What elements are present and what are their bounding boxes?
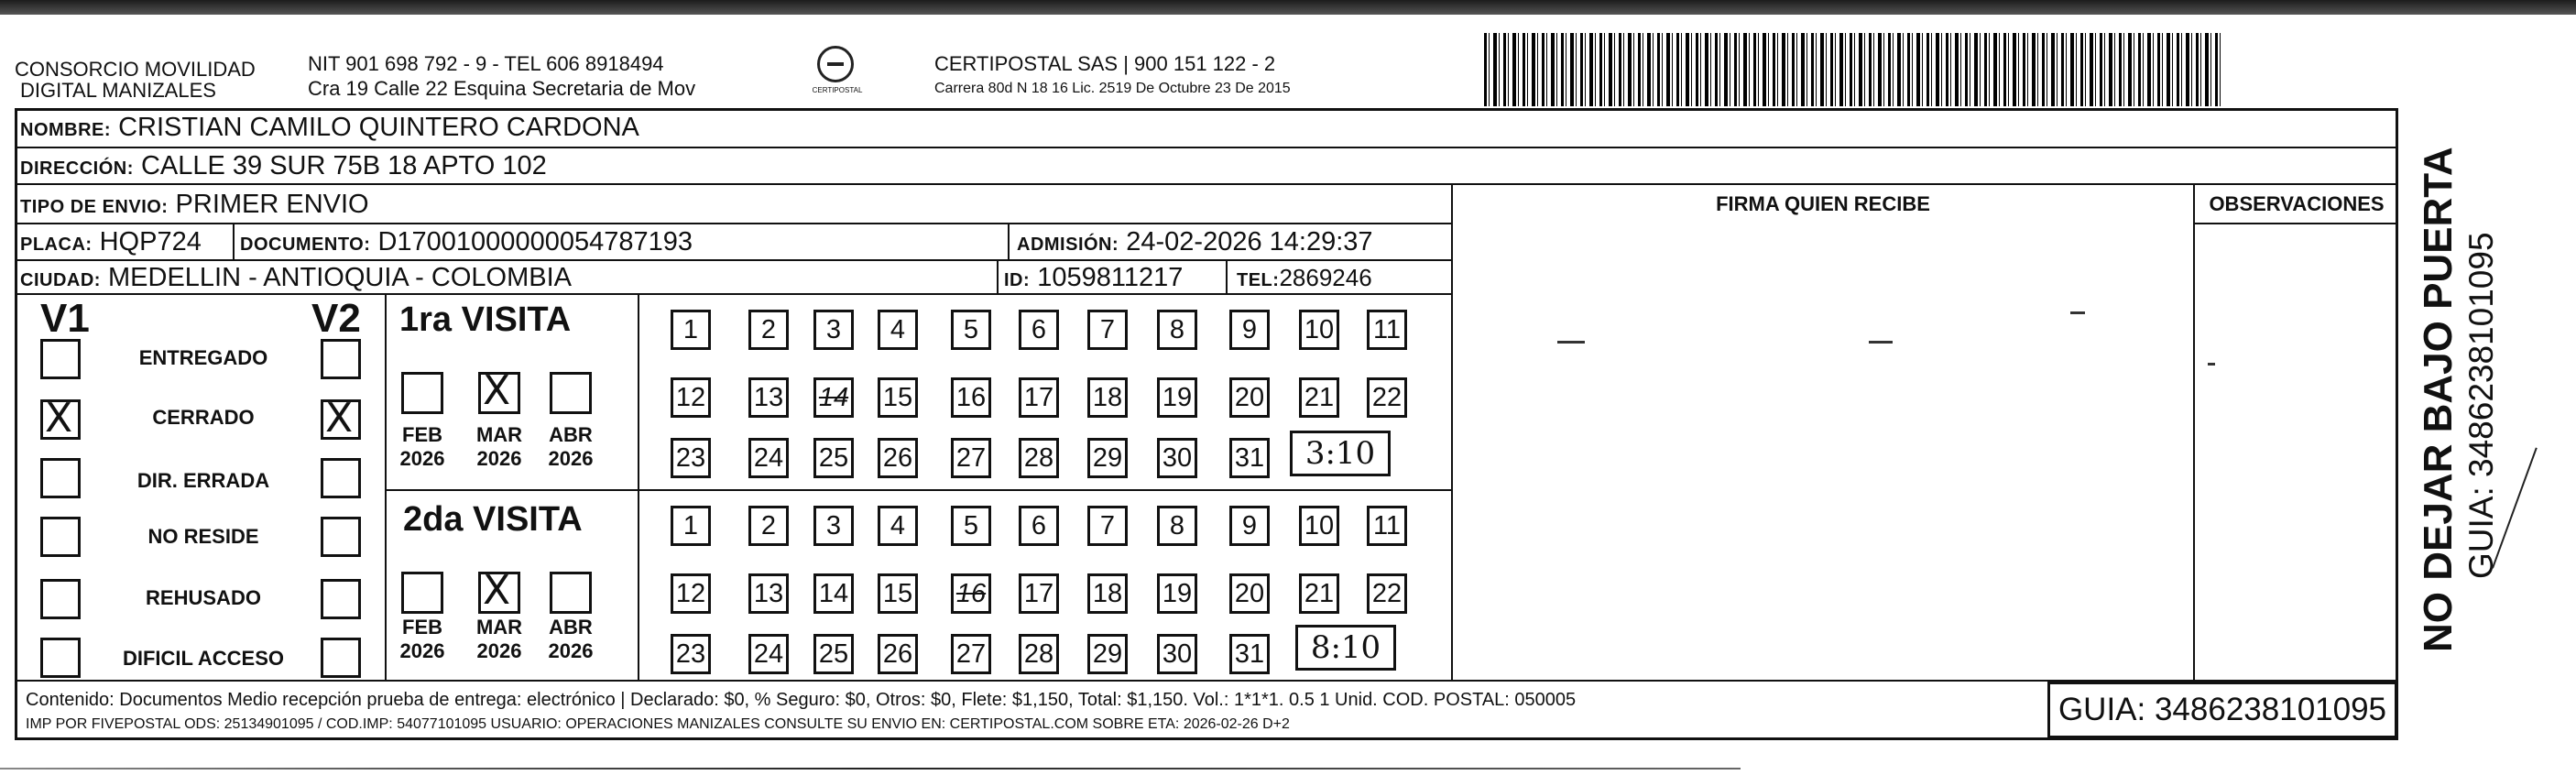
v1-heading: V1 [40,296,90,341]
visit1-title: 1ra VISITA [399,300,572,339]
signature-mark [1557,341,1585,344]
documento-label: DOCUMENTO: [240,235,371,255]
v1-checkbox-dificil-acceso[interactable] [40,638,81,678]
visit2-day-24[interactable]: 24 [748,634,789,674]
visit1-day-6[interactable]: 6 [1019,310,1059,350]
divider [233,223,235,259]
visit1-day-28[interactable]: 28 [1019,438,1059,478]
month-name: MAR [475,423,523,446]
v2-checkbox-rehusado[interactable] [321,579,361,619]
nombre-value: CRISTIAN CAMILO QUINTERO CARDONA [118,113,639,142]
visit1-day-9[interactable]: 9 [1229,310,1270,350]
status-label-rehusado: REHUSADO [146,586,261,609]
visit2-month-feb [390,616,454,663]
visit2-day-21[interactable]: 21 [1299,573,1339,614]
company-name-line1: CONSORCIO MOVILIDAD [15,58,256,81]
divider [2194,223,2398,224]
divider [1226,259,1228,293]
field-nombre [20,114,639,144]
visit1-day-19[interactable]: 19 [1157,377,1197,418]
side-guia-number: GUIA: 3486238101095 [2462,232,2500,579]
visit2-title: 2da VISITA [403,500,583,539]
footer-guia: GUIA: 3486238101095 [2047,682,2397,738]
status-label-dir-errada: DIR. ERRADA [136,469,270,492]
v2-heading: V2 [311,296,361,341]
visit1-month-abr [539,423,603,471]
field-documento [240,228,693,258]
id-value: 1059811217 [1037,263,1184,292]
visit1-day-11[interactable]: 11 [1367,310,1407,350]
visit2-day-27[interactable]: 27 [951,634,991,674]
visit1-day-10[interactable]: 10 [1299,310,1339,350]
month-year: 2026 [548,639,594,662]
visit2-day-4[interactable]: 4 [878,506,918,546]
month-name: ABR [549,616,593,639]
v1-checkbox-no-reside[interactable] [40,517,81,557]
divider [997,259,999,293]
placa-label: PLACA: [20,235,93,255]
visit2-day-15[interactable]: 15 [878,573,918,614]
status-label-entregado: ENTREGADO [138,346,268,369]
field-admision [1017,228,1373,258]
visit2-day-1[interactable]: 1 [671,506,711,546]
visit1-day-5[interactable]: 5 [951,310,991,350]
tel-label: TEL: [1237,270,1280,290]
scan-bottom-edge [0,768,1741,770]
visit2-day-22[interactable]: 22 [1367,573,1407,614]
barcode-icon [1484,33,2221,106]
visit1-day-24[interactable]: 24 [748,438,789,478]
month-name: ABR [549,423,593,446]
nombre-label: NOMBRE: [20,120,112,140]
visit2-day-12[interactable]: 12 [671,573,711,614]
visit1-day-16[interactable]: 16 [951,377,991,418]
v2-checkbox-entregado[interactable] [321,339,361,379]
visit1-day-4[interactable]: 4 [878,310,918,350]
visit2-day-3[interactable]: 3 [813,506,854,546]
visit1-day-23[interactable]: 23 [671,438,711,478]
month-year: 2026 [476,639,522,662]
status-label-dificil-acceso: DIFICIL ACCESO [122,647,284,670]
visit1-day-13[interactable]: 13 [748,377,789,418]
id-label: ID: [1004,270,1031,290]
company-nit: NIT 901 698 792 - 9 - TEL 606 8918494 [308,52,664,75]
field-ciudad [20,264,572,294]
field-id [1004,264,1183,294]
field-direccion [20,152,547,182]
footer-impresion: IMP POR FIVEPOSTAL ODS: 25134901095 / COD.IMP: 54077101095 USUARIO: OPERACIONES MANIZALES CONSULTE SU ENVIO EN: CERTIPOSTAL.COM SOBRE ETA: 2026-02-26 D+2 [26,716,1290,732]
logo-caption: CERTIPOSTAL [812,86,863,94]
visit2-month-mar-box[interactable] [478,567,520,614]
status-label-no-reside: NO RESIDE [147,525,259,548]
v2-checkbox-no-reside[interactable] [321,517,361,557]
visit2-day-29[interactable]: 29 [1087,634,1128,674]
visit2-time-box[interactable]: 8:10 [1295,625,1396,671]
month-year: 2026 [399,639,445,662]
divider [15,183,2398,185]
scan-top-edge [0,0,2576,15]
divider [1008,223,1010,259]
ciudad-label: CIUDAD: [20,270,101,290]
visit1-day-8[interactable]: 8 [1157,310,1197,350]
visit1-day-22[interactable]: 22 [1367,377,1407,418]
divider [15,259,1451,261]
field-tel [1237,264,1372,294]
month-name: MAR [475,616,523,639]
certipostal-license: Carrera 80d N 18 16 Lic. 2519 De Octubre 23 De 2015 [934,81,1291,96]
visit2-day-5[interactable]: 5 [951,506,991,546]
visit2-day-11[interactable]: 11 [1367,506,1407,546]
visit2-day-2[interactable]: 2 [748,506,789,546]
month-year: 2026 [476,447,522,470]
ciudad-value: MEDELLIN - ANTIOQUIA - COLOMBIA [108,263,572,292]
visit2-day-6[interactable]: 6 [1019,506,1059,546]
visit1-month-feb-box[interactable] [401,372,443,414]
divider [1451,183,1453,680]
admision-value: 24-02-2026 14:29:37 [1126,227,1373,257]
visit2-day-26[interactable]: 26 [878,634,918,674]
tipo-label: TIPO DE ENVIO: [20,197,169,217]
visit1-day-27[interactable]: 27 [951,438,991,478]
month-year: 2026 [399,447,445,470]
visit2-month-feb-box[interactable] [401,572,443,614]
tipo-value: PRIMER ENVIO [175,190,369,219]
visit1-day-17[interactable]: 17 [1019,377,1059,418]
signature-mark [1869,341,1893,344]
v2-checkbox-cerrado[interactable] [321,395,361,442]
check-mark: X [45,395,73,442]
visit2-day-13[interactable]: 13 [748,573,789,614]
visit2-month-mar [467,616,531,663]
divider [2193,183,2195,680]
visit2-month-abr-box[interactable] [550,572,592,614]
visit2-day-9[interactable]: 9 [1229,506,1270,546]
v1-checkbox-rehusado[interactable] [40,579,81,619]
direccion-value: CALLE 39 SUR 75B 18 APTO 102 [140,151,547,180]
divider [15,147,2398,148]
visit1-day-1[interactable]: 1 [671,310,711,350]
company-name-line2: DIGITAL MANIZALES [20,79,216,102]
visit2-day-23[interactable]: 23 [671,634,711,674]
visit1-day-14[interactable]: 14 [813,377,854,418]
company-address: Cra 19 Calle 22 Esquina Secretaria de Mov [308,77,696,100]
visit2-day-19[interactable]: 19 [1157,573,1197,614]
visit1-day-7[interactable]: 7 [1087,310,1128,350]
visit2-day-17[interactable]: 17 [1019,573,1059,614]
v2-checkbox-dificil-acceso[interactable] [321,638,361,678]
visit2-month-abr [539,616,603,663]
visit1-day-21[interactable]: 21 [1299,377,1339,418]
visit2-day-8[interactable]: 8 [1157,506,1197,546]
visit1-month-mar [467,423,531,471]
visit1-day-25[interactable]: 25 [813,438,854,478]
visit2-day-28[interactable]: 28 [1019,634,1059,674]
visit1-day-18[interactable]: 18 [1087,377,1128,418]
direccion-label: DIRECCIÓN: [20,158,134,179]
certipostal-info: CERTIPOSTAL SAS | 900 151 122 - 2 [934,52,1276,75]
v1-checkbox-entregado[interactable] [40,339,81,379]
firma-heading: FIRMA QUIEN RECIBE [1716,192,1930,215]
footer-contenido: Contenido: Documentos Medio recepción prueba de entrega: electrónico | Declarado: $0, % Seguro: $0, Otros: $0, Flete: $1,150, Total: $1,150. Vol.: 1*1*1. 0.5 1 Unid. COD. POSTAL: 050005 [26,690,1577,710]
tel-value: 2869246 [1279,264,1372,291]
month-name: FEB [402,616,442,639]
status-label-cerrado: CERRADO [152,406,255,429]
side-no-dejar-bajo-puerta: NO DEJAR BAJO PUERTA [2416,147,2461,652]
divider [385,489,1451,491]
check-mark: X [325,395,354,442]
visit1-day-29[interactable]: 29 [1087,438,1128,478]
visit1-day-2[interactable]: 2 [748,310,789,350]
v1-checkbox-cerrado[interactable] [40,395,81,442]
visit1-month-abr-box[interactable] [550,372,592,414]
documento-value: D17001000000054787193 [377,227,693,257]
visit2-day-10[interactable]: 10 [1299,506,1339,546]
month-name: FEB [402,423,442,446]
visit2-day-30[interactable]: 30 [1157,634,1197,674]
field-placa [20,228,202,258]
visit1-day-20[interactable]: 20 [1229,377,1270,418]
visit1-day-15[interactable]: 15 [878,377,918,418]
visit2-day-16[interactable]: 16 [951,573,991,614]
certipostal-logo-icon [817,46,854,82]
check-mark: X [483,367,511,414]
observaciones-heading: OBSERVACIONES [2209,192,2385,215]
signature-mark [2070,311,2085,314]
visit2-day-14[interactable]: 14 [813,573,854,614]
visit2-day-7[interactable]: 7 [1087,506,1128,546]
placa-value: HQP724 [99,227,202,257]
month-year: 2026 [548,447,594,470]
admision-label: ADMISIÓN: [1017,235,1119,255]
visit1-time-box[interactable]: 3:10 [1290,431,1391,476]
visit1-month-feb [390,423,454,471]
check-mark: X [483,567,511,614]
divider [638,293,639,680]
visit1-day-31[interactable]: 31 [1229,438,1270,478]
visit2-day-25[interactable]: 25 [813,634,854,674]
visit1-day-3[interactable]: 3 [813,310,854,350]
visit2-day-20[interactable]: 20 [1229,573,1270,614]
visit1-day-30[interactable]: 30 [1157,438,1197,478]
v1-checkbox-dir-errada[interactable] [40,458,81,498]
visit2-day-31[interactable]: 31 [1229,634,1270,674]
visit2-day-18[interactable]: 18 [1087,573,1128,614]
divider [385,293,387,680]
divider [15,680,2398,682]
visit1-month-mar-box[interactable] [478,367,520,414]
visit1-day-12[interactable]: 12 [671,377,711,418]
visit1-day-26[interactable]: 26 [878,438,918,478]
v2-checkbox-dir-errada[interactable] [321,458,361,498]
divider [15,223,1451,224]
field-tipo-envio [20,191,369,221]
observation-mark [2208,363,2215,366]
